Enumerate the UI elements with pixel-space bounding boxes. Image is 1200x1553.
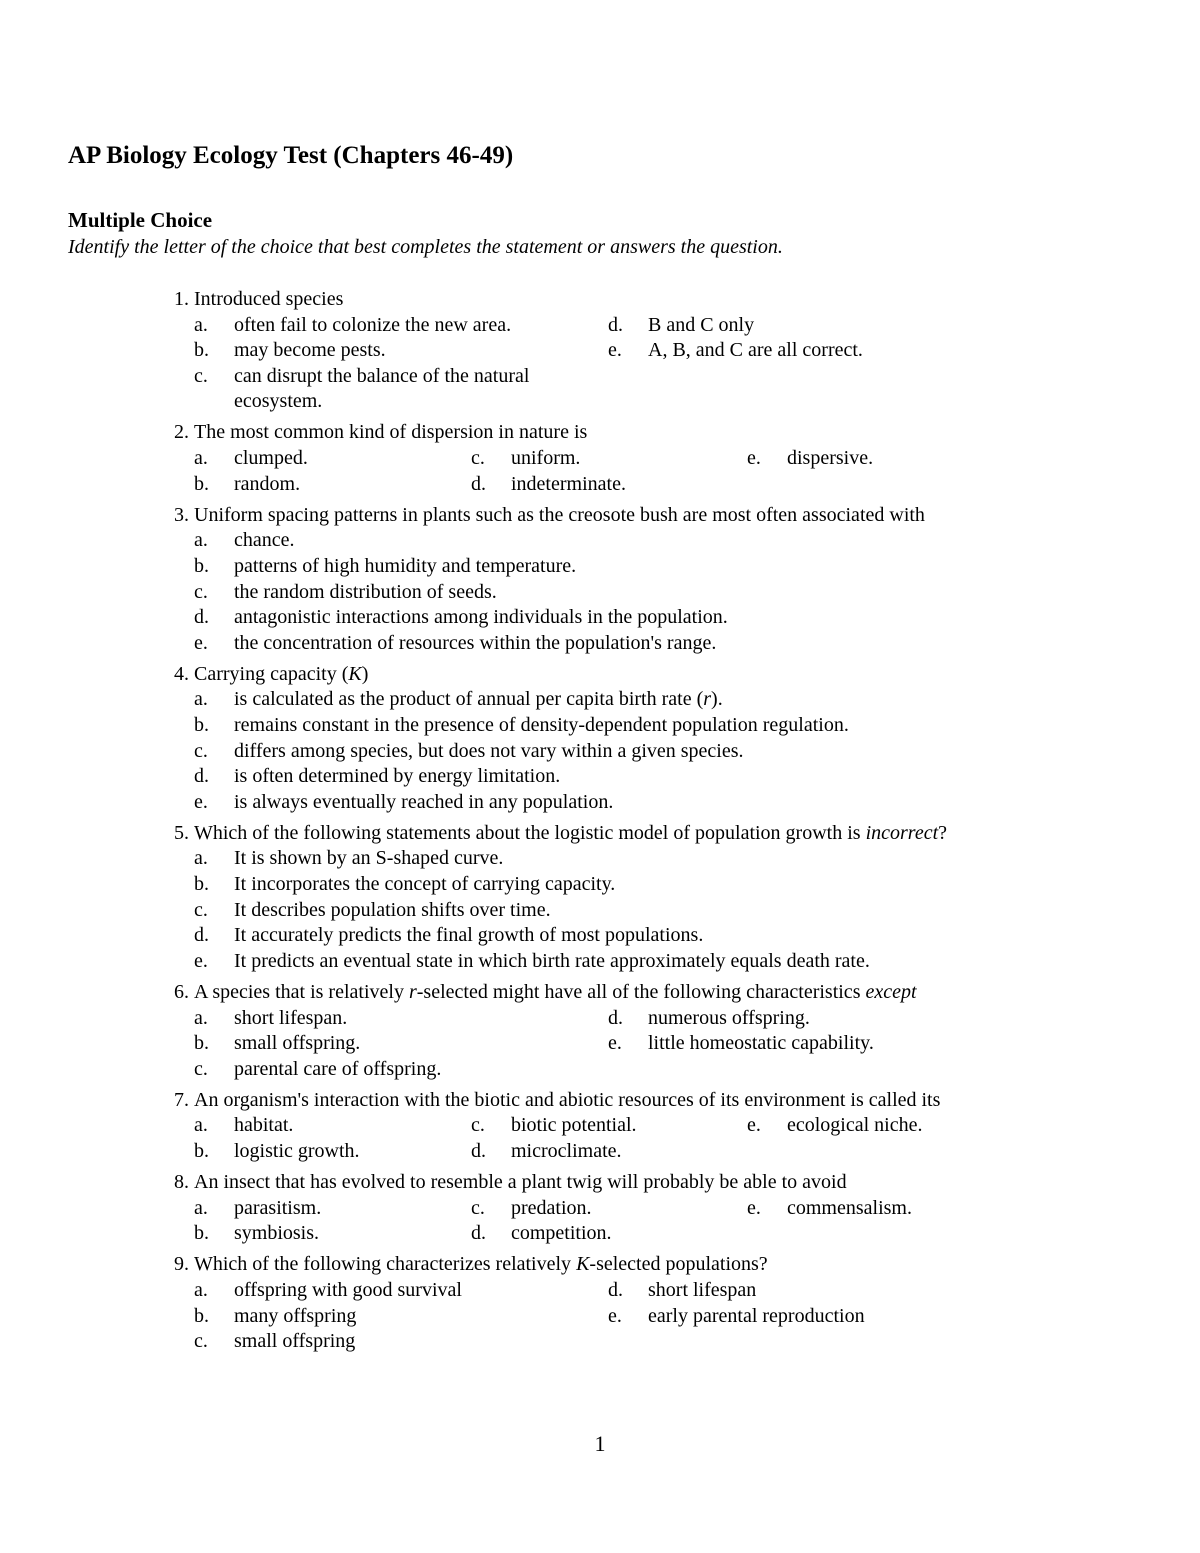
choice-letter: c. — [471, 1114, 485, 1137]
choice-d[interactable] — [608, 1278, 1058, 1304]
choice-letter: b. — [194, 339, 209, 362]
question-stem: A species that is relatively r-selected might have all of the following characteristics except — [194, 980, 917, 1003]
choices — [194, 687, 1150, 815]
choice-d[interactable] — [471, 1139, 747, 1165]
choice-letter: b. — [194, 472, 209, 495]
choice-letter: a. — [194, 688, 208, 711]
question-stem: Which of the following statements about the logistic model of population growth is incorrect? — [194, 821, 948, 844]
question-1 — [150, 287, 1150, 415]
choice-letter: c. — [471, 447, 485, 470]
choice-text: symbiosis. — [234, 1222, 320, 1245]
choices — [194, 1278, 1150, 1355]
choice-c[interactable] — [194, 1057, 608, 1083]
choice-c[interactable] — [194, 739, 1094, 765]
choice-letter: c. — [194, 364, 208, 387]
question-stem: The most common kind of dispersion in nature is — [194, 421, 588, 444]
choice-text: It predicts an eventual state in which birth rate approximately equals death rate. — [234, 949, 870, 972]
choice-text: antagonistic interactions among individuals in the population. — [234, 606, 728, 629]
choice-letter: d. — [194, 765, 209, 788]
choice-text: offspring with good survival — [234, 1278, 462, 1301]
choice-text: parental care of offspring. — [234, 1057, 442, 1080]
choice-letter: b. — [194, 873, 209, 896]
choice-letter: e. — [194, 790, 208, 813]
choice-a[interactable] — [194, 528, 1094, 554]
choices — [194, 1006, 1150, 1083]
choice-a[interactable] — [194, 1113, 471, 1139]
choice-e[interactable] — [608, 1031, 1058, 1057]
choice-letter: c. — [194, 580, 208, 603]
question-number: 4. — [174, 662, 189, 685]
choice-text: It is shown by an S-shaped curve. — [234, 847, 504, 870]
page-title: AP Biology Ecology Test (Chapters 46-49) — [68, 142, 514, 169]
question-number: 3. — [174, 503, 189, 526]
choice-e[interactable] — [747, 1196, 1047, 1222]
choice-d[interactable] — [194, 764, 1094, 790]
choice-letter: b. — [194, 554, 209, 577]
choice-letter: c. — [194, 1057, 208, 1080]
choice-b[interactable] — [194, 1221, 471, 1247]
choice-letter: d. — [471, 472, 486, 495]
choices — [194, 846, 1150, 974]
choice-letter: e. — [194, 631, 208, 654]
question-9 — [150, 1252, 1150, 1354]
choice-c[interactable] — [471, 1196, 747, 1222]
choice-letter: a. — [194, 1114, 208, 1137]
choices — [194, 313, 1150, 415]
choice-a[interactable] — [194, 846, 1094, 872]
choice-text: patterns of high humidity and temperature. — [234, 554, 577, 577]
choice-letter: d. — [608, 1006, 623, 1029]
choice-e[interactable] — [608, 1304, 1058, 1330]
choice-text: It incorporates the concept of carrying capacity. — [234, 873, 616, 896]
choice-text: may become pests. — [234, 339, 386, 362]
choice-letter: a. — [194, 847, 208, 870]
choice-c[interactable] — [194, 898, 1094, 924]
choice-letter: e. — [747, 1196, 761, 1219]
choice-text: competition. — [511, 1222, 612, 1245]
choice-text: It describes population shifts over time. — [234, 898, 551, 921]
choice-text: dispersive. — [787, 447, 874, 470]
choice-text: short lifespan. — [234, 1006, 348, 1029]
choice-b[interactable] — [194, 554, 1094, 580]
choices — [194, 1196, 1150, 1247]
question-stem: An organism's interaction with the biotic and abiotic resources of its environment is called its — [194, 1088, 941, 1111]
choice-letter: b. — [194, 1304, 209, 1327]
choice-letter: a. — [194, 313, 208, 336]
choice-letter: d. — [471, 1140, 486, 1162]
choice-text: uniform. — [511, 447, 581, 470]
choice-d[interactable] — [194, 923, 1094, 949]
choice-a[interactable] — [194, 313, 608, 339]
question-2 — [150, 420, 1150, 497]
choice-text: differs among species, but does not vary within a given species. — [234, 739, 744, 762]
instructions: Identify the letter of the choice that best completes the statement or answers the question. — [68, 236, 783, 258]
choice-letter: d. — [194, 606, 209, 629]
choice-e[interactable] — [747, 446, 1047, 472]
choices — [194, 528, 1150, 656]
choice-a[interactable] — [194, 1196, 471, 1222]
choice-letter: d. — [608, 1278, 623, 1301]
question-7 — [150, 1088, 1150, 1165]
choice-text: the random distribution of seeds. — [234, 580, 497, 603]
choice-text: is often determined by energy limitation. — [234, 765, 561, 788]
choice-letter: e. — [747, 1114, 761, 1137]
choice-letter: d. — [608, 313, 623, 336]
choice-text: commensalism. — [787, 1196, 912, 1219]
choices — [194, 1113, 1150, 1164]
question-5 — [150, 821, 1150, 975]
choice-letter: c. — [471, 1196, 485, 1219]
question-number: 2. — [174, 421, 189, 444]
choice-text: is always eventually reached in any population. — [234, 790, 614, 813]
choice-text: parasitism. — [234, 1196, 322, 1219]
choice-text: often fail to colonize the new area. — [234, 313, 512, 336]
choice-b[interactable] — [194, 1304, 608, 1330]
choice-text: biotic potential. — [511, 1114, 637, 1137]
choice-letter: a. — [194, 1196, 208, 1219]
question-stem: Which of the following characterizes relatively K-selected populations? — [194, 1253, 768, 1276]
choice-letter: b. — [194, 1032, 209, 1055]
choice-c[interactable] — [194, 364, 574, 415]
choice-text: the concentration of resources within the population's range. — [234, 631, 717, 654]
question-6 — [150, 980, 1150, 1082]
choice-text: ecological niche. — [787, 1114, 923, 1137]
choice-d[interactable] — [608, 1006, 1058, 1032]
question-stem: Carrying capacity (K) — [194, 662, 369, 685]
choice-text: It accurately predicts the final growth of most populations. — [234, 924, 704, 947]
choice-text: habitat. — [234, 1114, 294, 1137]
choice-b[interactable] — [194, 338, 608, 364]
choice-text: A, B, and C are all correct. — [648, 339, 863, 362]
choice-text: short lifespan — [648, 1278, 757, 1301]
choice-e[interactable] — [608, 338, 1058, 364]
choice-letter: e. — [194, 949, 208, 972]
choice-letter: a. — [194, 1278, 208, 1301]
choice-text: logistic growth. — [234, 1140, 360, 1162]
question-number: 5. — [174, 821, 189, 844]
choice-b[interactable] — [194, 872, 1094, 898]
choice-letter: e. — [608, 1304, 622, 1327]
question-stem: Uniform spacing patterns in plants such as the creosote bush are most often associated with — [194, 503, 925, 526]
choice-text: remains constant in the presence of density-dependent population regulation. — [234, 714, 849, 736]
section-title: Multiple Choice — [68, 208, 213, 232]
choice-a[interactable] — [194, 1278, 608, 1304]
choice-text: can disrupt the balance of the natural ecosystem. — [234, 364, 530, 413]
choice-b[interactable] — [194, 713, 1094, 739]
choice-d[interactable] — [471, 1221, 747, 1247]
choice-text: clumped. — [234, 447, 308, 470]
choice-a[interactable] — [194, 1006, 608, 1032]
choice-c[interactable] — [194, 1329, 608, 1355]
choice-letter: d. — [471, 1222, 486, 1245]
choice-letter: c. — [194, 1330, 208, 1353]
choice-letter: b. — [194, 714, 209, 736]
choice-letter: e. — [608, 1032, 622, 1055]
choice-c[interactable] — [471, 1113, 747, 1139]
choice-text: microclimate. — [511, 1140, 622, 1162]
choice-text: many offspring — [234, 1304, 357, 1327]
choice-letter: c. — [194, 898, 208, 921]
choice-b[interactable] — [194, 1031, 608, 1057]
choice-text: B and C only — [648, 313, 755, 336]
choice-letter: e. — [608, 339, 622, 362]
choice-text: early parental reproduction — [648, 1304, 865, 1327]
choice-e[interactable] — [194, 949, 1094, 975]
choice-text: predation. — [511, 1196, 592, 1219]
choice-e[interactable] — [194, 790, 1094, 816]
choice-c[interactable] — [194, 580, 1094, 606]
choice-e[interactable] — [747, 1113, 1047, 1139]
choice-e[interactable] — [194, 631, 1094, 657]
choice-b[interactable] — [194, 1139, 471, 1165]
choice-letter: b. — [194, 1222, 209, 1245]
question-number: 6. — [174, 980, 189, 1003]
question-stem: An insect that has evolved to resemble a plant twig will probably be able to avoid — [194, 1171, 847, 1194]
page-number: 1 — [594, 1431, 606, 1456]
question-3 — [150, 503, 1150, 657]
choice-a[interactable] — [194, 687, 1094, 713]
choice-a[interactable] — [194, 446, 471, 472]
choice-d[interactable] — [471, 472, 747, 498]
question-number: 1. — [174, 288, 189, 310]
choice-c[interactable] — [471, 446, 747, 472]
question-4 — [150, 662, 1150, 816]
choice-letter: a. — [194, 529, 208, 552]
question-number: 9. — [174, 1253, 189, 1276]
choice-text: chance. — [234, 529, 295, 552]
question-stem: Introduced species — [194, 288, 344, 310]
choice-letter: a. — [194, 447, 208, 470]
choice-text: numerous offspring. — [648, 1006, 810, 1029]
choice-letter: e. — [747, 447, 761, 470]
choice-d[interactable] — [608, 313, 1058, 339]
choice-text: little homeostatic capability. — [648, 1032, 874, 1055]
choice-text: is calculated as the product of annual per capita birth rate (r). — [234, 688, 723, 711]
choice-text: random. — [234, 472, 301, 495]
choice-letter: b. — [194, 1140, 209, 1162]
choice-letter: d. — [194, 924, 209, 947]
question-number: 7. — [174, 1088, 189, 1111]
choice-d[interactable] — [194, 605, 1094, 631]
question-8 — [150, 1170, 1150, 1247]
question-number: 8. — [174, 1171, 189, 1194]
choice-b[interactable] — [194, 472, 471, 498]
choice-letter: a. — [194, 1006, 208, 1029]
question-list — [150, 287, 1150, 1360]
choice-letter: c. — [194, 739, 208, 762]
choice-text: indeterminate. — [511, 472, 626, 495]
choices — [194, 446, 1150, 497]
choice-text: small offspring. — [234, 1032, 361, 1055]
choice-text: small offspring — [234, 1330, 356, 1353]
